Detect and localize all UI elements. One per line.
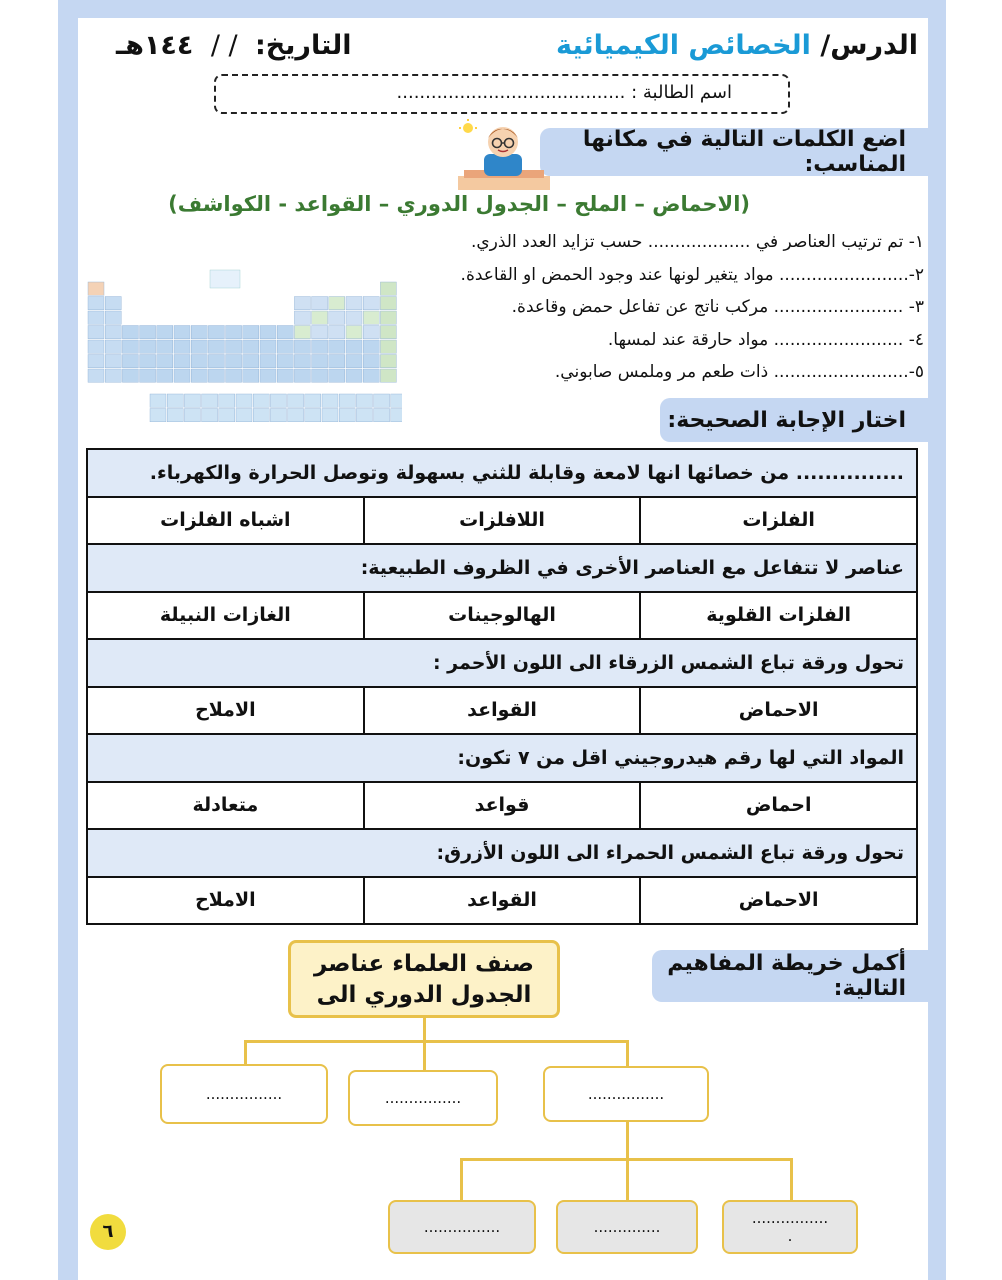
- map-connector: [626, 1158, 629, 1200]
- mcq-option[interactable]: القواعد: [364, 877, 641, 925]
- periodic-cell: [226, 355, 242, 368]
- periodic-cell: [312, 326, 328, 339]
- student-name-field[interactable]: اسم الطالبة : ........................................: [214, 74, 790, 114]
- periodic-cell: [305, 409, 321, 422]
- map-connector: [244, 1040, 628, 1043]
- fill-item[interactable]: ٤- ........................ مواد حارقة عند لمسها.: [607, 329, 924, 350]
- mcq-question: ............... من خصائها انها لامعة وقابلة للثني بسهولة وتوصل الحرارة والكهرباء.: [87, 449, 917, 497]
- mcq-option[interactable]: اللافلزات: [364, 497, 641, 545]
- mcq-option[interactable]: الفلزات: [640, 497, 917, 545]
- periodic-cell: [346, 340, 362, 353]
- map-box-level1[interactable]: ................: [543, 1066, 709, 1122]
- mcq-option[interactable]: الاملاح: [87, 877, 364, 925]
- mcq-option[interactable]: احماض: [640, 782, 917, 830]
- periodic-cell: [294, 297, 310, 310]
- periodic-cell: [363, 297, 379, 310]
- periodic-cell: [88, 326, 104, 339]
- periodic-table-image: [84, 268, 402, 434]
- periodic-cell: [157, 340, 173, 353]
- periodic-cell: [208, 355, 224, 368]
- periodic-cell: [260, 340, 276, 353]
- periodic-cell: [270, 394, 286, 407]
- periodic-cell: [260, 326, 276, 339]
- periodic-cell: [312, 355, 328, 368]
- mcq-option[interactable]: الاملاح: [87, 687, 364, 735]
- section-mcq-title: اختار الإجابة الصحيحة:: [660, 398, 930, 442]
- periodic-cell: [174, 326, 190, 339]
- periodic-cell: [208, 326, 224, 339]
- periodic-cell: [346, 297, 362, 310]
- periodic-cell: [122, 326, 138, 339]
- map-connector: [626, 1040, 629, 1066]
- periodic-cell: [277, 326, 293, 339]
- periodic-cell: [346, 311, 362, 324]
- periodic-cell: [294, 369, 310, 382]
- map-box-level2[interactable]: ................ .: [722, 1200, 858, 1254]
- periodic-cell: [105, 297, 121, 310]
- lesson-label: الدرس/: [820, 30, 918, 61]
- mcq-option[interactable]: متعادلة: [87, 782, 364, 830]
- periodic-cell: [105, 311, 121, 324]
- mcq-option[interactable]: الاحماض: [640, 877, 917, 925]
- periodic-cell: [380, 369, 396, 382]
- periodic-cell: [312, 297, 328, 310]
- periodic-cell: [219, 394, 235, 407]
- periodic-cell: [88, 369, 104, 382]
- periodic-cell: [208, 340, 224, 353]
- periodic-cell: [329, 297, 345, 310]
- periodic-cell: [243, 369, 259, 382]
- periodic-cell: [380, 326, 396, 339]
- periodic-cell: [339, 409, 355, 422]
- periodic-cell: [374, 409, 390, 422]
- periodic-cell: [88, 282, 104, 295]
- periodic-cell: [226, 369, 242, 382]
- periodic-cell: [312, 311, 328, 324]
- periodic-cell: [346, 326, 362, 339]
- periodic-cell: [380, 297, 396, 310]
- periodic-cell: [157, 369, 173, 382]
- periodic-cell: [226, 326, 242, 339]
- periodic-cell: [140, 326, 156, 339]
- periodic-cell: [122, 355, 138, 368]
- lesson-title: الخصائص الكيميائية: [556, 30, 811, 61]
- fill-item[interactable]: ١- تم ترتيب العناصر في ................... حسب تزايد العدد الذري.: [470, 232, 924, 252]
- periodic-cell: [339, 394, 355, 407]
- map-connector: [244, 1040, 247, 1064]
- periodic-cell: [380, 355, 396, 368]
- periodic-cell: [105, 355, 121, 368]
- periodic-cell: [294, 340, 310, 353]
- map-connector: [423, 1018, 426, 1042]
- map-box-level2[interactable]: ..............: [556, 1200, 698, 1254]
- hijri-year: ١٤٤هـ: [116, 30, 194, 61]
- periodic-cell: [236, 394, 252, 407]
- periodic-cell: [329, 311, 345, 324]
- periodic-cell: [88, 355, 104, 368]
- student-thinking-icon: [456, 118, 552, 194]
- periodic-cell: [329, 340, 345, 353]
- map-box-level2[interactable]: ................: [388, 1200, 536, 1254]
- periodic-cell: [191, 369, 207, 382]
- fill-item[interactable]: ٢-........................ مواد يتغير لونها عند وجود الحمض او القاعدة.: [460, 264, 924, 285]
- periodic-cell: [157, 355, 173, 368]
- periodic-cell: [294, 311, 310, 324]
- periodic-cell: [167, 409, 183, 422]
- page-number-badge: ٦: [90, 1214, 126, 1250]
- map-box-level1[interactable]: ................: [348, 1070, 498, 1126]
- periodic-cell: [322, 409, 338, 422]
- mcq-option[interactable]: القواعد: [364, 687, 641, 735]
- periodic-cell: [356, 394, 372, 407]
- periodic-cell: [356, 409, 372, 422]
- map-connector: [626, 1120, 629, 1160]
- periodic-cell: [140, 355, 156, 368]
- periodic-cell: [277, 340, 293, 353]
- periodic-cell: [105, 340, 121, 353]
- periodic-cell: [88, 340, 104, 353]
- concept-map-root: [288, 940, 560, 1018]
- periodic-cell: [243, 326, 259, 339]
- mcq-option[interactable]: قواعد: [364, 782, 641, 830]
- periodic-cell: [122, 369, 138, 382]
- mcq-question: تحول ورقة تباع الشمس الزرقاء الى اللون الأحمر :: [87, 639, 917, 687]
- periodic-cell: [140, 340, 156, 353]
- mcq-question: المواد التي لها رقم هيدروجيني اقل من ٧ تكون:: [87, 734, 917, 782]
- periodic-cell: [150, 409, 166, 422]
- periodic-cell: [260, 355, 276, 368]
- periodic-cell: [391, 409, 402, 422]
- periodic-cell: [363, 326, 379, 339]
- periodic-cell: [277, 369, 293, 382]
- mcq-question: عناصر لا تتفاعل مع العناصر الأخرى في الظروف الطبيعية:: [87, 544, 917, 592]
- section-fill-title: اضع الكلمات التالية في مكانها المناسب:: [540, 128, 930, 176]
- periodic-cell: [150, 394, 166, 407]
- periodic-cell: [260, 369, 276, 382]
- fill-blank-list: [364, 232, 924, 395]
- periodic-cell: [105, 369, 121, 382]
- periodic-cell: [380, 311, 396, 324]
- date-label: التاريخ:: [255, 30, 352, 61]
- fill-item[interactable]: ٣- ........................ مركب ناتج عن تفاعل حمض وقاعدة.: [511, 297, 924, 317]
- periodic-cell: [184, 394, 200, 407]
- periodic-cell: [174, 369, 190, 382]
- periodic-cell: [88, 311, 104, 324]
- periodic-cell: [219, 409, 235, 422]
- periodic-cell: [243, 340, 259, 353]
- periodic-cell: [157, 326, 173, 339]
- mcq-question: تحول ورقة تباع الشمس الحمراء الى اللون الأزرق:: [87, 829, 917, 877]
- map-connector: [790, 1158, 793, 1200]
- mcq-option[interactable]: الفلزات القلوية: [640, 592, 917, 640]
- periodic-legend: [210, 270, 240, 288]
- periodic-cell: [253, 394, 269, 407]
- lesson-heading: [556, 30, 918, 61]
- map-box-level1[interactable]: ................: [160, 1064, 328, 1124]
- periodic-cell: [294, 326, 310, 339]
- periodic-cell: [236, 409, 252, 422]
- periodic-cell: [380, 282, 396, 295]
- mcq-option[interactable]: الاحماض: [640, 687, 917, 735]
- periodic-cell: [329, 369, 345, 382]
- periodic-cell: [226, 340, 242, 353]
- periodic-cell: [191, 340, 207, 353]
- periodic-cell: [174, 340, 190, 353]
- periodic-cell: [167, 394, 183, 407]
- periodic-cell: [140, 369, 156, 382]
- periodic-cell: [329, 355, 345, 368]
- periodic-cell: [270, 409, 286, 422]
- mcq-option[interactable]: اشباه الفلزات: [87, 497, 364, 545]
- periodic-cell: [288, 409, 304, 422]
- date-slashes: / /: [210, 30, 238, 61]
- periodic-cell: [391, 394, 402, 407]
- periodic-cell: [253, 409, 269, 422]
- periodic-cell: [322, 394, 338, 407]
- word-bank: (الاحماض – الملح – الجدول الدوري – القواعد - الكواشف): [168, 192, 750, 216]
- periodic-cell: [374, 394, 390, 407]
- root-line-2: الجدول الدوري الى: [316, 982, 532, 1008]
- root-line-1: صنف العلماء عناصر: [314, 951, 534, 977]
- date-heading: [116, 30, 352, 61]
- periodic-cell: [202, 394, 218, 407]
- periodic-cell: [363, 311, 379, 324]
- mcq-option[interactable]: الغازات النبيلة: [87, 592, 364, 640]
- periodic-cell: [294, 355, 310, 368]
- periodic-cell: [288, 394, 304, 407]
- periodic-cell: [191, 355, 207, 368]
- periodic-cell: [329, 326, 345, 339]
- periodic-cell: [202, 409, 218, 422]
- fill-item[interactable]: ٥-......................... ذات طعم مر وملمس صابوني.: [554, 362, 924, 382]
- periodic-cell: [305, 394, 321, 407]
- periodic-cell: [312, 340, 328, 353]
- periodic-cell: [208, 369, 224, 382]
- periodic-cell: [363, 355, 379, 368]
- periodic-cell: [363, 340, 379, 353]
- mcq-table: [86, 448, 918, 925]
- periodic-cell: [191, 326, 207, 339]
- periodic-cell: [346, 355, 362, 368]
- periodic-cell: [243, 355, 259, 368]
- mcq-option[interactable]: الهالوجينات: [364, 592, 641, 640]
- periodic-cell: [380, 340, 396, 353]
- periodic-cell: [88, 297, 104, 310]
- map-connector: [460, 1158, 463, 1200]
- periodic-cell: [363, 369, 379, 382]
- periodic-cell: [174, 355, 190, 368]
- periodic-cell: [277, 355, 293, 368]
- section-map-title: أكمل خريطة المفاهيم التالية:: [652, 950, 930, 1002]
- periodic-cell: [122, 340, 138, 353]
- periodic-cell: [346, 369, 362, 382]
- map-connector: [423, 1040, 426, 1070]
- periodic-cell: [105, 326, 121, 339]
- periodic-cell: [312, 369, 328, 382]
- periodic-cell: [184, 409, 200, 422]
